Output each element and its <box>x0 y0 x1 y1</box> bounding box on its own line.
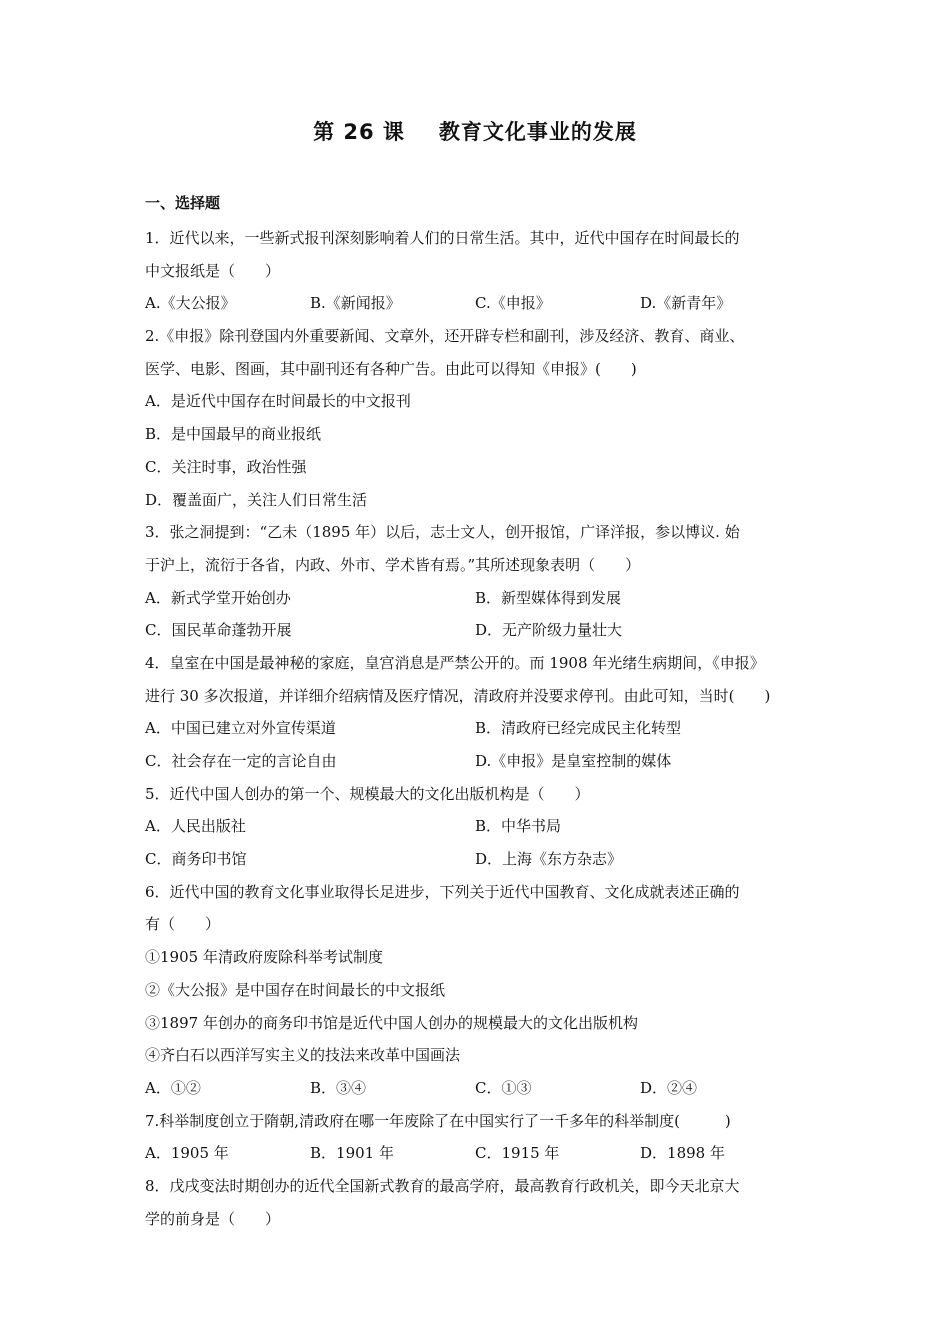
option-b: B．③④ <box>310 1078 367 1097</box>
question-8-line-2: 学的前身是（ ） <box>145 1209 281 1228</box>
option-d: D．无产阶级力量壮大 <box>475 621 623 640</box>
option-d: D．②④ <box>640 1078 698 1097</box>
option-c: C．①③ <box>475 1078 532 1097</box>
option-b: B．清政府已经完成民主化转型 <box>475 719 682 738</box>
question-6-options <box>145 1072 813 1105</box>
option-a: A．1905 年 <box>145 1144 229 1163</box>
question-4-line-1: 4．皇室在中国是最神秘的家庭，皇宫消息是严禁公开的。而 1908 年光绪生病期间，《申报》 <box>145 653 765 672</box>
option-d: D.《申报》是皇室控制的媒体 <box>475 752 672 770</box>
question-3-options-row-1 <box>145 582 813 615</box>
option-b: B．是中国最早的商业报纸 <box>145 425 322 444</box>
option-c: C.《申报》 <box>475 294 551 313</box>
question-4-options-row-2 <box>145 745 813 778</box>
page-title <box>0 116 950 146</box>
lesson-number: 第 26 课 <box>313 120 405 144</box>
option-a: A．中国已建立对外宣传渠道 <box>145 719 336 738</box>
section-heading: 一、选择题 <box>145 194 221 212</box>
question-3-options-row-2 <box>145 614 813 647</box>
statement-3: ③1897 年创办的商务印书馆是近代中国人创办的规模最大的文化出版机构 <box>145 1013 638 1032</box>
question-3-line-2: 于沪上，流衍于各省，内政、外市、学术皆有焉。”其所述现象表明（ ） <box>145 555 641 574</box>
question-5-options-row-1 <box>145 810 813 843</box>
option-a: A．是近代中国存在时间最长的中文报刊 <box>145 392 411 411</box>
statement-2: ②《大公报》是中国存在时间最长的中文报纸 <box>145 980 446 999</box>
question-4-line-2: 进行 30 多次报道，并详细介绍病情及医疗情况，清政府并没要求停刊。由此可知，当时( ) <box>145 686 771 705</box>
option-b: B．中华书局 <box>475 817 562 836</box>
question-6-line-2: 有（ ） <box>145 915 221 934</box>
option-c: C．社会存在一定的言论自由 <box>145 752 337 770</box>
statement-1: ①1905 年清政府废除科举考试制度 <box>145 948 383 967</box>
question-7-line-1: 7.科举制度创立于隋朝,清政府在哪一年废除了在中国实行了一千多年的科举制度( ) <box>145 1111 731 1130</box>
question-1-line-1: 1．近代以来，一些新式报刊深刻影响着人们的日常生活。其中，近代中国存在时间最长的 <box>145 229 740 247</box>
lesson-name: 教育文化事业的发展 <box>438 120 637 144</box>
question-7-options <box>145 1137 813 1170</box>
question-8-line-1: 8．戊戌变法时期创办的近代全国新式教育的最高学府，最高教育行政机关，即今天北京大 <box>145 1176 740 1195</box>
option-a: A．①② <box>145 1078 201 1097</box>
option-c: C．1915 年 <box>475 1144 560 1163</box>
question-6-line-1: 6．近代中国的教育文化事业取得长足进步，下列关于近代中国教育、文化成就表述正确的 <box>145 882 740 901</box>
question-5-line-1: 5．近代中国人创办的第一个、规模最大的文化出版机构是（ ） <box>145 784 590 803</box>
option-c: C．关注时事，政治性强 <box>145 457 307 476</box>
option-d: D.《新青年》 <box>640 294 732 313</box>
question-4-options-row-1 <box>145 712 813 745</box>
option-c: C．国民革命蓬勃开展 <box>145 621 292 640</box>
question-1-line-2: 中文报纸是（ ） <box>145 261 281 280</box>
option-a: A．新式学堂开始创办 <box>145 588 291 607</box>
question-1-options <box>145 287 813 320</box>
question-3-line-1: 3．张之洞提到：“乙未（1895 年）以后，志士文人，创开报馆，广译洋报，参以博议. 始 <box>145 523 740 542</box>
option-d: D．上海《东方杂志》 <box>475 850 623 869</box>
statement-4: ④齐白石以西洋写实主义的技法来改革中国画法 <box>145 1046 461 1065</box>
option-b: B．新型媒体得到发展 <box>475 588 622 607</box>
option-c: C．商务印书馆 <box>145 850 247 869</box>
question-list <box>145 222 813 1235</box>
question-2-line-2: 医学、电影、图画，其中副刊还有各种广告。由此可以得知《申报》( ) <box>145 359 637 378</box>
question-2-line-1: 2.《申报》除刊登国内外重要新闻、文章外，还开辟专栏和副刊，涉及经济、教育、商业、 <box>145 327 745 346</box>
option-a: A.《大公报》 <box>145 294 236 313</box>
question-5-options-row-2 <box>145 843 813 876</box>
option-a: A．人民出版社 <box>145 817 246 836</box>
option-b: B．1901 年 <box>310 1144 394 1163</box>
option-d: D．1898 年 <box>640 1144 725 1163</box>
option-b: B.《新闻报》 <box>310 294 401 313</box>
option-d: D．覆盖面广，关注人们日常生活 <box>145 490 368 509</box>
